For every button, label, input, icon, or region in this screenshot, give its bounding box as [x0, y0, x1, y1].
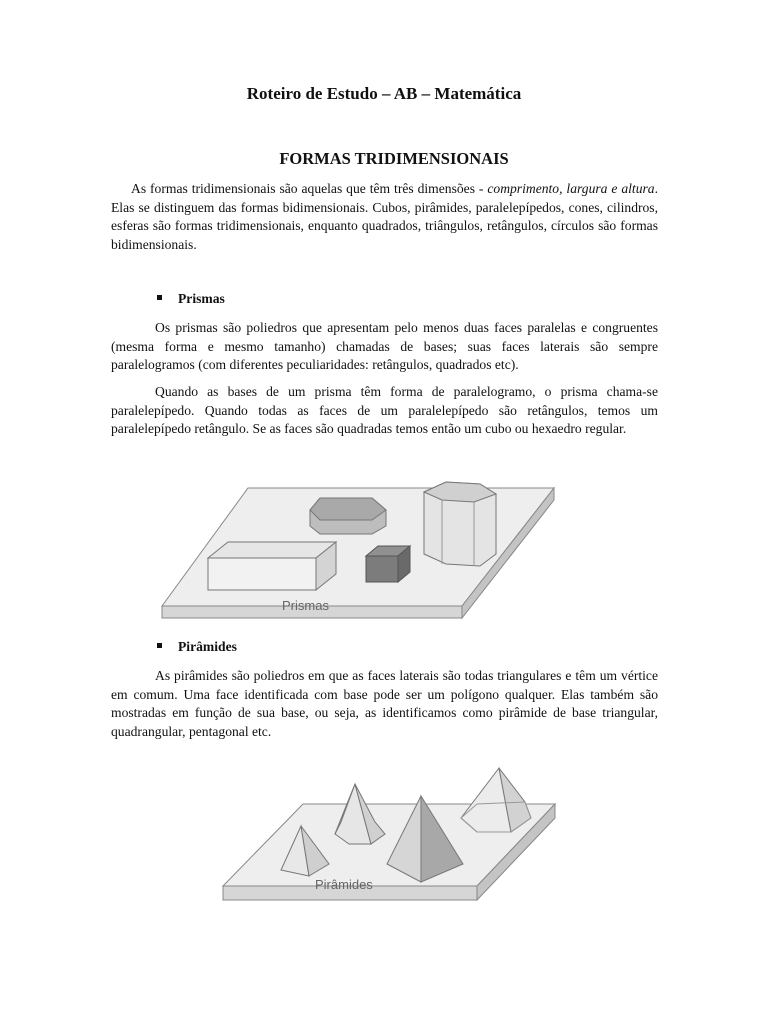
- prismas-paragraph-2: Quando as bases de um prisma têm forma de paralelogramo, o prisma chama-se paralelepípedo. Quando todas as faces de um paralelepípedo são retângulos, temos um paralelepípedo retângulo. Se as faces são quadradas temos então um cubo ou hexaedro regular.: [111, 384, 658, 436]
- prismas-paragraph-1: Os prismas são poliedros que apresentam pelo menos duas faces paralelas e congruentes (mesma forma e mesmo tamanho) chamadas de bases; suas faces laterais são sempre paralelogramos (com diferentes peculiaridades: retângulos, quadrados etc).: [111, 320, 658, 372]
- bullet-icon: [157, 295, 162, 300]
- prismas-heading-label: Prismas: [178, 291, 225, 306]
- section-title: FORMAS TRIDIMENSIONAIS: [279, 149, 509, 168]
- piramides-paragraph-1: As pirâmides são poliedros em que as faces laterais são todas triangulares e têm um vértice em comum. Uma face identificada com base pode ser um polígono qualquer. Elas também são mostradas em função de sua base, ou seja, as identificamos como pirâmide de base triangular, quadrangular, pentagonal etc.: [111, 668, 658, 739]
- intro-emphasis: comprimento, largura e altura: [487, 181, 655, 196]
- pentagonal-pyramid-shape: [461, 768, 531, 832]
- prismas-figure: [150, 470, 560, 630]
- bullet-icon: [157, 643, 162, 648]
- cube-shape: [366, 546, 410, 582]
- prismas-figure-label: Prismas: [282, 598, 329, 613]
- piramides-heading-label: Pirâmides: [178, 639, 237, 654]
- octagonal-prism-shape: [310, 498, 386, 534]
- hexagonal-prism-shape: [424, 482, 496, 566]
- piramides-heading: [157, 639, 237, 655]
- piramides-figure-label: Pirâmides: [315, 877, 373, 892]
- intro-paragraph: [111, 180, 658, 254]
- piramides-figure: [215, 760, 560, 920]
- rectangular-prism-shape: [208, 542, 336, 590]
- prismas-heading: [157, 291, 225, 307]
- intro-text-part1: As formas tridimensionais são aquelas que têm três dimensões -: [131, 181, 488, 196]
- document-title: Roteiro de Estudo – AB – Matemática: [246, 84, 522, 103]
- intro-text-part2: . Elas se distinguem das formas bidimensionais. Cubos, pirâmides, paralelepípedos, cones, cilindros, esferas são formas tridimensionais, enquanto quadrados, triângulos, retângulos, círculos são formas bidimensionais.: [111, 181, 658, 252]
